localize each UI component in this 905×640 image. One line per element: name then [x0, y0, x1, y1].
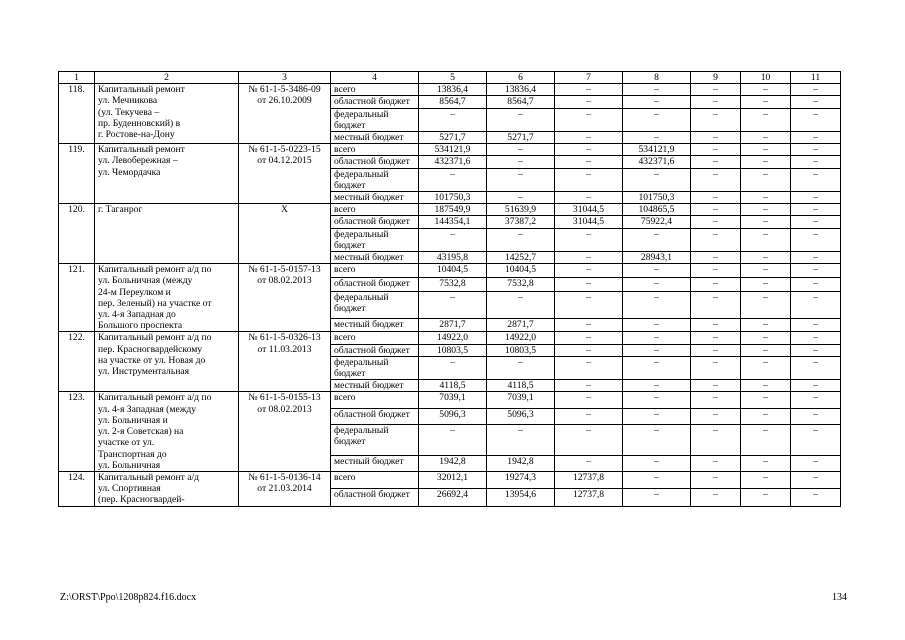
amount-cell: –	[741, 168, 791, 191]
amount-cell: 534121,9	[623, 144, 691, 156]
table-row	[59, 471, 841, 488]
amount-cell: –	[623, 489, 691, 506]
amount-cell: –	[555, 392, 623, 408]
amount-cell: –	[419, 356, 487, 379]
funding-source: областной бюджет	[331, 278, 419, 292]
amount-cell: –	[487, 156, 555, 168]
amount-cell: 5271,7	[487, 132, 555, 144]
funding-source: областной бюджет	[331, 344, 419, 356]
amount-cell: 31044,5	[555, 204, 623, 216]
budget-table	[58, 71, 841, 507]
amount-cell: –	[791, 332, 841, 344]
page-footer	[60, 592, 847, 603]
amount-cell: 26692,4	[419, 489, 487, 506]
amount-cell: –	[791, 252, 841, 264]
document-reference: № 61-1-5-0326-13 от 11.03.2013	[239, 332, 331, 392]
amount-cell: –	[623, 392, 691, 408]
amount-cell: –	[791, 192, 841, 204]
amount-cell: –	[691, 424, 741, 455]
amount-cell: –	[555, 318, 623, 332]
funding-source: всего	[331, 471, 419, 488]
amount-cell: –	[791, 291, 841, 318]
amount-cell: –	[741, 392, 791, 408]
amount-cell: –	[691, 332, 741, 344]
object-description: Капитальный ремонт а/д по ул. Больничная (между 24-м Переулком и пер. Зеленый) на участке от ул. 4-я Западная до Большого проспекта	[95, 264, 239, 332]
amount-cell: –	[791, 380, 841, 392]
amount-cell: –	[691, 132, 741, 144]
amount-cell: –	[791, 96, 841, 108]
amount-cell: 5096,3	[487, 408, 555, 424]
amount-cell: 31044,5	[555, 216, 623, 228]
amount-cell: 19274,3	[487, 471, 555, 488]
amount-cell: –	[555, 252, 623, 264]
amount-cell: –	[791, 108, 841, 131]
funding-source: федеральный бюджет	[331, 168, 419, 191]
amount-cell: –	[623, 455, 691, 471]
amount-cell: –	[691, 192, 741, 204]
column-header: 10	[741, 72, 791, 84]
table-row	[59, 332, 841, 344]
amount-cell: 12737,8	[555, 489, 623, 506]
amount-cell: –	[419, 228, 487, 251]
amount-cell: 2871,7	[419, 318, 487, 332]
amount-cell: –	[691, 168, 741, 191]
amount-cell: –	[623, 228, 691, 251]
object-description: Капитальный ремонт а/д по пер. Красногвардейскому на участке от ул. Новая до ул. Инструментальная	[95, 332, 239, 392]
amount-cell: –	[791, 204, 841, 216]
amount-cell: –	[741, 144, 791, 156]
document-reference: № 61-1-5-0155-13 от 08.02.2013	[239, 392, 331, 471]
amount-cell: –	[691, 228, 741, 251]
amount-cell: –	[419, 108, 487, 131]
amount-cell: –	[741, 278, 791, 292]
amount-cell: –	[487, 108, 555, 131]
page-number: 134	[832, 592, 847, 603]
amount-cell: –	[555, 291, 623, 318]
amount-cell: –	[791, 84, 841, 96]
amount-cell: 13954,6	[487, 489, 555, 506]
amount-cell: –	[791, 144, 841, 156]
amount-cell: 187549,9	[419, 204, 487, 216]
amount-cell: –	[791, 356, 841, 379]
amount-cell: –	[419, 168, 487, 191]
amount-cell: –	[691, 204, 741, 216]
amount-cell: –	[741, 96, 791, 108]
amount-cell: –	[741, 380, 791, 392]
amount-cell: –	[555, 408, 623, 424]
amount-cell: 14922,0	[487, 332, 555, 344]
column-header: 1	[59, 72, 95, 84]
amount-cell: 10404,5	[487, 264, 555, 278]
amount-cell: 432371,6	[419, 156, 487, 168]
amount-cell: 10404,5	[419, 264, 487, 278]
amount-cell: –	[555, 424, 623, 455]
amount-cell: 1942,8	[419, 455, 487, 471]
column-header: 3	[239, 72, 331, 84]
funding-source: областной бюджет	[331, 408, 419, 424]
amount-cell: –	[791, 344, 841, 356]
funding-source: местный бюджет	[331, 252, 419, 264]
funding-source: всего	[331, 84, 419, 96]
funding-source: местный бюджет	[331, 192, 419, 204]
object-description: Капитальный ремонт ул. Левобережная – ул. Чемордачка	[95, 144, 239, 204]
amount-cell: 5096,3	[419, 408, 487, 424]
table-row	[59, 392, 841, 408]
amount-cell: –	[741, 489, 791, 506]
amount-cell: 432371,6	[623, 156, 691, 168]
amount-cell: –	[791, 408, 841, 424]
funding-source: местный бюджет	[331, 318, 419, 332]
amount-cell: 101750,3	[419, 192, 487, 204]
amount-cell: –	[741, 216, 791, 228]
amount-cell: –	[419, 291, 487, 318]
amount-cell: –	[487, 356, 555, 379]
amount-cell: 5271,7	[419, 132, 487, 144]
amount-cell: –	[487, 228, 555, 251]
amount-cell: –	[691, 344, 741, 356]
amount-cell: –	[691, 455, 741, 471]
table-row	[59, 144, 841, 156]
amount-cell: –	[623, 471, 691, 488]
amount-cell: –	[555, 278, 623, 292]
column-header: 7	[555, 72, 623, 84]
amount-cell: –	[791, 471, 841, 488]
amount-cell: –	[623, 278, 691, 292]
amount-cell: –	[791, 156, 841, 168]
amount-cell: 14252,7	[487, 252, 555, 264]
amount-cell: 43195,8	[419, 252, 487, 264]
table-row	[59, 264, 841, 278]
funding-source: федеральный бюджет	[331, 291, 419, 318]
amount-cell: –	[741, 252, 791, 264]
amount-cell: –	[555, 168, 623, 191]
amount-cell: –	[487, 144, 555, 156]
amount-cell: –	[791, 392, 841, 408]
object-description: г. Таганрог	[95, 204, 239, 264]
row-number: 120.	[59, 204, 95, 264]
amount-cell: –	[555, 380, 623, 392]
amount-cell: –	[691, 278, 741, 292]
object-description: Капитальный ремонт а/д ул. Спортивная (пер. Красногвардей-	[95, 471, 239, 506]
amount-cell: 144354,1	[419, 216, 487, 228]
amount-cell: 8564,7	[419, 96, 487, 108]
amount-cell: –	[741, 291, 791, 318]
amount-cell: –	[487, 424, 555, 455]
object-description: Капитальный ремонт а/д по ул. 4-я Западная (между ул. Больничная и ул. 2-я Советская) на участке от ул. Транспортная до ул. Больничная	[95, 392, 239, 471]
funding-source: всего	[331, 392, 419, 408]
amount-cell: –	[691, 156, 741, 168]
amount-cell: –	[487, 192, 555, 204]
amount-cell: –	[623, 356, 691, 379]
row-number: 122.	[59, 332, 95, 392]
amount-cell: –	[741, 471, 791, 488]
amount-cell: 4118,5	[419, 380, 487, 392]
amount-cell: –	[791, 264, 841, 278]
amount-cell: –	[741, 344, 791, 356]
amount-cell: –	[791, 455, 841, 471]
table-row	[59, 204, 841, 216]
amount-cell: 7532,8	[419, 278, 487, 292]
row-number: 118.	[59, 84, 95, 144]
amount-cell: –	[623, 108, 691, 131]
amount-cell: –	[623, 168, 691, 191]
column-header: 4	[331, 72, 419, 84]
amount-cell: –	[741, 228, 791, 251]
amount-cell: –	[741, 424, 791, 455]
amount-cell: –	[487, 168, 555, 191]
amount-cell: –	[623, 132, 691, 144]
funding-source: федеральный бюджет	[331, 228, 419, 251]
funding-source: федеральный бюджет	[331, 424, 419, 455]
amount-cell: –	[623, 380, 691, 392]
amount-cell: 101750,3	[623, 192, 691, 204]
document-reference: № 61-1-5-3486-09 от 26.10.2009	[239, 84, 331, 144]
amount-cell: –	[741, 132, 791, 144]
amount-cell: –	[741, 408, 791, 424]
funding-source: местный бюджет	[331, 132, 419, 144]
amount-cell: –	[791, 278, 841, 292]
document-reference: X	[239, 204, 331, 264]
amount-cell: –	[741, 356, 791, 379]
amount-cell: 32012,1	[419, 471, 487, 488]
funding-source: федеральный бюджет	[331, 356, 419, 379]
amount-cell: 13836,4	[487, 84, 555, 96]
amount-cell: 75922,4	[623, 216, 691, 228]
amount-cell: –	[691, 216, 741, 228]
amount-cell: 1942,8	[487, 455, 555, 471]
document-reference: № 61-1-5-0223-15 от 04.12.2015	[239, 144, 331, 204]
amount-cell: –	[555, 455, 623, 471]
amount-cell: 7532,8	[487, 278, 555, 292]
amount-cell: –	[691, 489, 741, 506]
amount-cell: –	[741, 192, 791, 204]
amount-cell: –	[555, 156, 623, 168]
amount-cell: –	[623, 96, 691, 108]
amount-cell: 37387,2	[487, 216, 555, 228]
amount-cell: –	[691, 108, 741, 131]
funding-source: областной бюджет	[331, 216, 419, 228]
amount-cell: –	[791, 216, 841, 228]
amount-cell: –	[691, 291, 741, 318]
amount-cell: –	[691, 356, 741, 379]
amount-cell: –	[741, 156, 791, 168]
table-row	[59, 84, 841, 96]
amount-cell: –	[741, 455, 791, 471]
amount-cell: 7039,1	[487, 392, 555, 408]
column-header: 9	[691, 72, 741, 84]
column-header: 2	[95, 72, 239, 84]
amount-cell: –	[691, 252, 741, 264]
funding-source: всего	[331, 204, 419, 216]
column-header: 6	[487, 72, 555, 84]
amount-cell: –	[555, 356, 623, 379]
amount-cell: 104865,5	[623, 204, 691, 216]
amount-cell: 51639,9	[487, 204, 555, 216]
amount-cell: –	[691, 318, 741, 332]
amount-cell: –	[623, 408, 691, 424]
amount-cell: 12737,8	[555, 471, 623, 488]
amount-cell: –	[555, 264, 623, 278]
amount-cell: –	[691, 380, 741, 392]
amount-cell: –	[555, 228, 623, 251]
amount-cell: –	[741, 332, 791, 344]
amount-cell: –	[623, 291, 691, 318]
amount-cell: –	[691, 471, 741, 488]
amount-cell: –	[555, 96, 623, 108]
row-number: 119.	[59, 144, 95, 204]
file-path: Z:\ORST\Ppo\1208p824.f16.docx	[60, 592, 197, 603]
amount-cell: 14922,0	[419, 332, 487, 344]
row-number: 124.	[59, 471, 95, 506]
column-header: 5	[419, 72, 487, 84]
funding-source: всего	[331, 332, 419, 344]
amount-cell: –	[555, 344, 623, 356]
amount-cell: –	[791, 132, 841, 144]
amount-cell: –	[623, 318, 691, 332]
amount-cell: –	[741, 108, 791, 131]
amount-cell: –	[555, 332, 623, 344]
amount-cell: –	[741, 84, 791, 96]
funding-source: областной бюджет	[331, 156, 419, 168]
header-row	[59, 72, 841, 84]
column-header: 8	[623, 72, 691, 84]
amount-cell: –	[623, 424, 691, 455]
row-number: 123.	[59, 392, 95, 471]
amount-cell: 13836,4	[419, 84, 487, 96]
funding-source: всего	[331, 264, 419, 278]
amount-cell: –	[791, 168, 841, 191]
amount-cell: –	[691, 144, 741, 156]
amount-cell: 8564,7	[487, 96, 555, 108]
amount-cell: –	[741, 204, 791, 216]
column-header: 11	[791, 72, 841, 84]
amount-cell: –	[555, 144, 623, 156]
amount-cell: –	[791, 318, 841, 332]
amount-cell: –	[623, 84, 691, 96]
amount-cell: 2871,7	[487, 318, 555, 332]
amount-cell: 10803,5	[419, 344, 487, 356]
funding-source: областной бюджет	[331, 489, 419, 506]
document-reference: № 61-1-5-0157-13 от 08.02.2013	[239, 264, 331, 332]
amount-cell: –	[741, 318, 791, 332]
amount-cell: –	[623, 332, 691, 344]
amount-cell: 534121,9	[419, 144, 487, 156]
amount-cell: 10803,5	[487, 344, 555, 356]
amount-cell: –	[555, 192, 623, 204]
amount-cell: –	[691, 264, 741, 278]
funding-source: федеральный бюджет	[331, 108, 419, 131]
funding-source: всего	[331, 144, 419, 156]
row-number: 121.	[59, 264, 95, 332]
amount-cell: –	[691, 96, 741, 108]
funding-source: областной бюджет	[331, 96, 419, 108]
amount-cell: –	[741, 264, 791, 278]
amount-cell: –	[623, 264, 691, 278]
amount-cell: –	[419, 424, 487, 455]
object-description: Капитальный ремонт ул. Мечникова (ул. Текучева – пр. Буденновский) в г. Ростове-на-Дону	[95, 84, 239, 144]
amount-cell: –	[555, 108, 623, 131]
amount-cell: 4118,5	[487, 380, 555, 392]
document-reference: № 61-1-5-0136-14 от 21.03.2014	[239, 471, 331, 506]
amount-cell: –	[791, 489, 841, 506]
amount-cell: –	[487, 291, 555, 318]
amount-cell: –	[691, 408, 741, 424]
amount-cell: –	[623, 344, 691, 356]
amount-cell: 7039,1	[419, 392, 487, 408]
amount-cell: –	[791, 424, 841, 455]
funding-source: местный бюджет	[331, 455, 419, 471]
amount-cell: –	[791, 228, 841, 251]
amount-cell: –	[555, 84, 623, 96]
amount-cell: –	[555, 132, 623, 144]
funding-source: местный бюджет	[331, 380, 419, 392]
amount-cell: –	[691, 84, 741, 96]
amount-cell: –	[691, 392, 741, 408]
amount-cell: 28943,1	[623, 252, 691, 264]
